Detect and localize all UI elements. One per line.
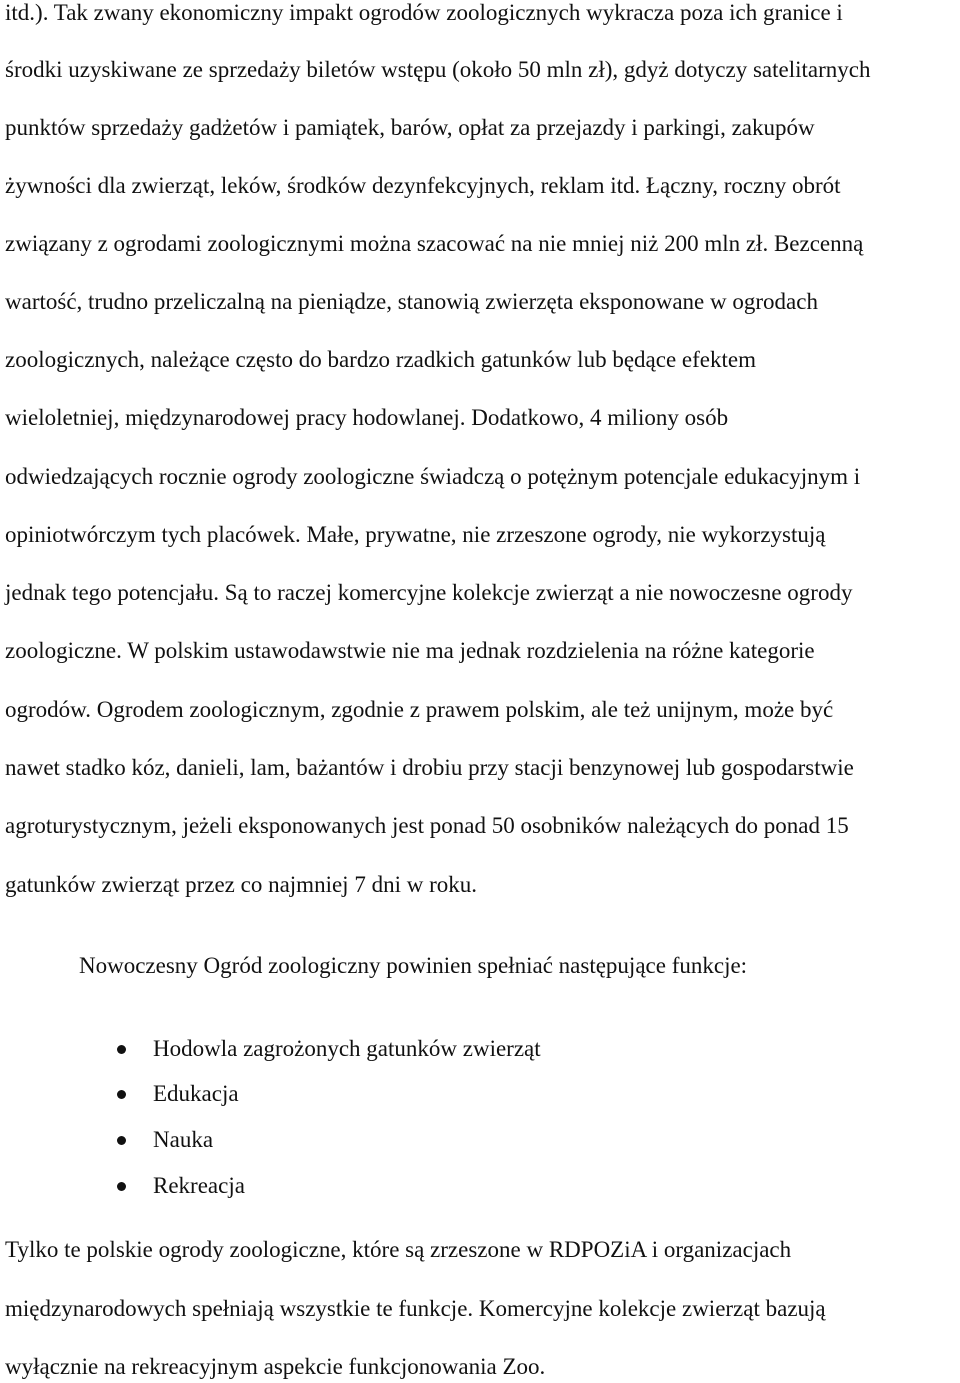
text-line: opiniotwórczym tych placówek. Małe, prywatne, nie zrzeszone ogrody, nie wykorzystują [5, 522, 826, 547]
text-line: związany z ogrodami zoologicznymi można szacować na nie mniej niż 200 mln zł. Bezcenną [5, 231, 864, 256]
list-item-label: Edukacja [153, 1081, 239, 1106]
bullet-icon [117, 1045, 126, 1054]
bullet-icon [117, 1136, 126, 1145]
bullet-icon [117, 1182, 126, 1191]
text-line: odwiedzających rocznie ogrody zoologiczne świadczą o potężnym potencjale edukacyjnym i [5, 464, 861, 489]
text-line: zoologiczne. W polskim ustawodawstwie nie ma jednak rozdzielenia na różne kategorie [5, 638, 815, 663]
text-line: ogrodów. Ogrodem zoologicznym, zgodnie z prawem polskim, ale też unijnym, może być [5, 697, 834, 722]
text-line: żywności dla zwierząt, leków, środków dezynfekcyjnych, reklam itd. Łączny, roczny obrót [5, 173, 841, 198]
list-item-label: Hodowla zagrożonych gatunków zwierząt [153, 1036, 541, 1061]
text-line: wieloletniej, międzynarodowej pracy hodowlanej. Dodatkowo, 4 miliony osób [5, 405, 729, 430]
text-line: wartość, trudno przeliczalną na pieniądze, stanowią zwierzęta eksponowane w ogrodach [5, 289, 818, 314]
text-line: itd.). Tak zwany ekonomiczny impakt ogrodów zoologicznych wykracza poza ich granice i [5, 0, 843, 25]
text-line: wyłącznie na rekreacyjnym aspekcie funkcjonowania Zoo. [5, 1354, 546, 1379]
text-line: nawet stadko kóz, danieli, lam, bażantów i drobiu przy stacji benzynowej lub gospodarstwie [5, 755, 854, 780]
functions-intro: Nowoczesny Ogród zoologiczny powinien spełniać następujące funkcje: [79, 953, 748, 978]
text-line: Tylko te polskie ogrody zoologiczne, które są zrzeszone w RDPOZiA i organizacjach [5, 1237, 792, 1262]
list-item-label: Rekreacja [153, 1173, 245, 1198]
text-line: zoologicznych, należące często do bardzo rzadkich gatunków lub będące efektem [5, 347, 756, 372]
text-line: agroturystycznym, jeżeli eksponowanych jest ponad 50 osobników należących do ponad 15 [5, 813, 849, 838]
text-line: punktów sprzedaży gadżetów i pamiątek, barów, opłat za przejazdy i parkingi, zakupów [5, 115, 815, 140]
list-item-label: Nauka [153, 1127, 214, 1152]
bullet-icon [117, 1090, 126, 1099]
text-line: międzynarodowych spełniają wszystkie te funkcje. Komercyjne kolekcje zwierząt bazują [5, 1296, 826, 1321]
text-line: środki uzyskiwane ze sprzedaży biletów wstępu (około 50 mln zł), gdyż dotyczy satelitarnych [5, 57, 871, 82]
text-line: jednak tego potencjału. Są to raczej komercyjne kolekcje zwierząt a nie nowoczesne ogrody [5, 580, 853, 605]
text-line: gatunków zwierząt przez co najmniej 7 dni w roku. [5, 872, 477, 897]
